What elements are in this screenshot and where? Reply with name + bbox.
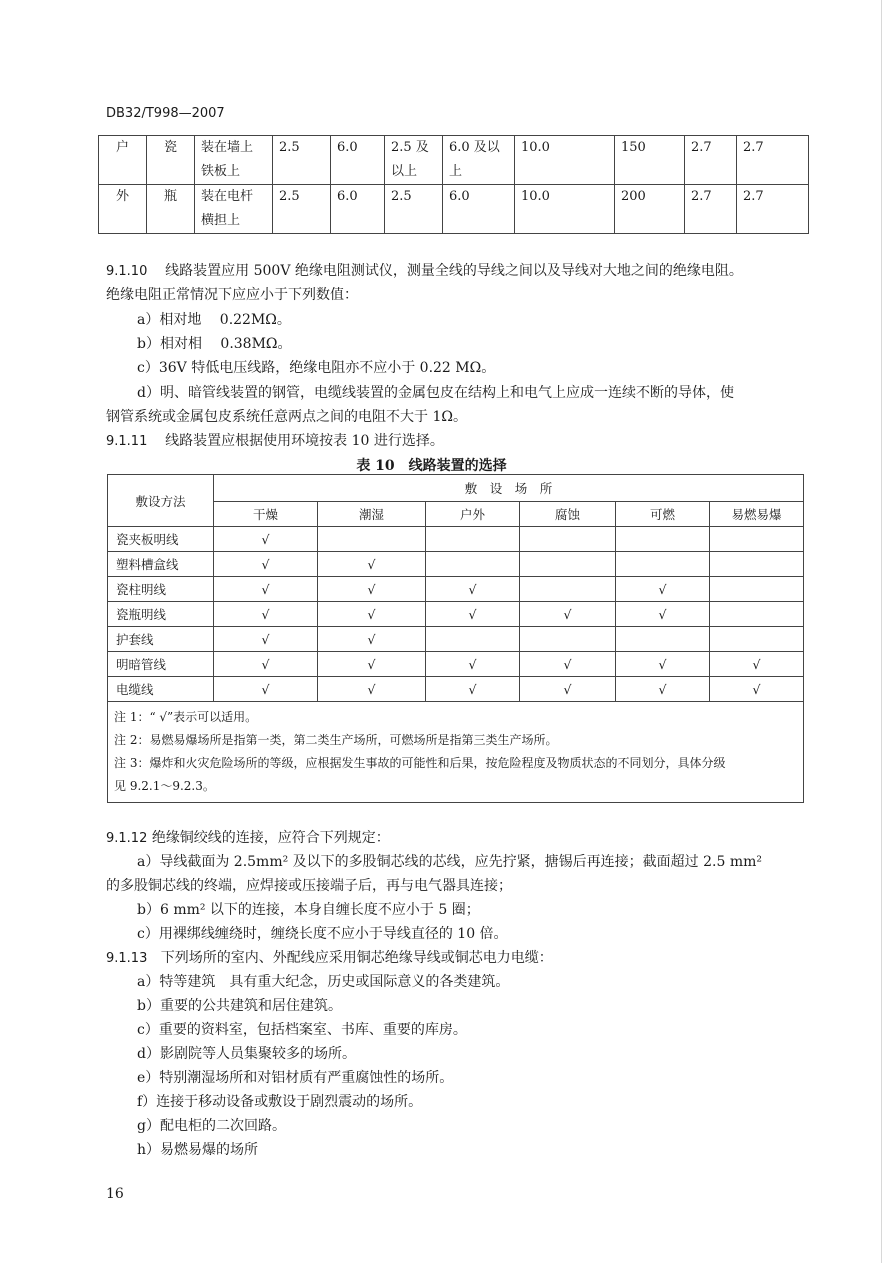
clause-9-1-10 (106, 259, 743, 284)
table-cell: 装在电杆 横担上 (195, 185, 273, 234)
table-cell: 装在墙上 铁板上 (195, 136, 273, 185)
check-cell (426, 552, 520, 577)
table-cell: 外 (99, 185, 147, 234)
column-header: 可燃 (616, 502, 710, 527)
table-note: 见 9.2.1～9.2.3。 (114, 779, 215, 793)
table-cell: 2.5 (385, 185, 443, 234)
table-note: 注 1：“ √”表示可以适用。 (114, 710, 258, 724)
check-cell: √ (214, 602, 318, 627)
list-item: b）相对相 0.38MΩ。 (137, 336, 292, 352)
doc-code: DB32/T998—2007 (106, 106, 225, 121)
table-row (99, 185, 809, 234)
clause-text: 绝缘铜绞线的连接，应符合下列规定： (151, 830, 390, 846)
check-cell (616, 627, 710, 652)
table-cell: 2.7 (685, 136, 737, 185)
check-cell (426, 627, 520, 652)
row-header: 瓷瓶明线 (108, 602, 214, 627)
table-title: 表 10 线路装置的选择 (356, 458, 507, 474)
table-cell: 10.0 (515, 185, 615, 234)
table-notes (108, 702, 804, 803)
check-cell: √ (214, 677, 318, 702)
list-item: c）重要的资料室，包括档案室、书库、重要的库房。 (137, 1022, 467, 1038)
row-header: 护套线 (108, 627, 214, 652)
column-header: 干燥 (214, 502, 318, 527)
check-cell (520, 577, 616, 602)
clause-number: 9.1.10 (106, 264, 148, 279)
column-header: 潮湿 (318, 502, 426, 527)
clause-9-1-12 (106, 826, 390, 851)
list-item: g）配电柜的二次回路。 (137, 1118, 286, 1134)
column-header: 敷 设 场 所 (214, 475, 804, 502)
check-cell (520, 552, 616, 577)
column-header: 户外 (426, 502, 520, 527)
check-cell (710, 577, 804, 602)
clause-text: 线路装置应用 500V 绝缘电阻测试仪，测量全线的导线之间以及导线对大地之间的绝缘电阻。 (165, 263, 743, 279)
check-cell: √ (710, 677, 804, 702)
table-cell: 6.0 及以 上 (443, 136, 515, 185)
table-cell: 户 (99, 136, 147, 185)
clause-number: 9.1.13 (106, 951, 148, 966)
check-cell: √ (426, 602, 520, 627)
check-cell (710, 627, 804, 652)
table-row (108, 652, 804, 677)
table-row (108, 552, 804, 577)
check-cell (710, 602, 804, 627)
list-item: 的多股铜芯线的终端，应焊接或压接端子后，再与电气器具连接； (106, 878, 512, 894)
check-cell (710, 527, 804, 552)
clause-text: 绝缘电阻正常情况下应应小于下列数值： (106, 287, 358, 303)
row-header: 电缆线 (108, 677, 214, 702)
page-edge-rule (881, 0, 882, 1263)
list-item: a）导线截面为 2.5mm² 及以下的多股铜芯线的芯线，应先拧紧，搪锡后再连接；截面超过 2.5 mm² (137, 854, 763, 870)
check-cell (520, 627, 616, 652)
check-cell: √ (214, 652, 318, 677)
check-cell: √ (616, 577, 710, 602)
check-cell (616, 527, 710, 552)
table-note: 注 3：爆炸和火灾危险场所的等级，应根据发生事故的可能性和后果，按危险程度及物质状态的不同划分，具体分级 (114, 756, 726, 770)
check-cell (426, 527, 520, 552)
check-cell (616, 552, 710, 577)
row-header: 瓷夹板明线 (108, 527, 214, 552)
check-cell (710, 552, 804, 577)
list-item: c）用裸绑线缠绕时，缠绕长度不应小于导线直径的 10 倍。 (137, 926, 508, 942)
check-cell: √ (318, 677, 426, 702)
list-item: 钢管系统或金属包皮系统任意两点之间的电阻不大于 1Ω。 (106, 409, 467, 425)
table-cell: 瓷 (147, 136, 195, 185)
table-cell: 2.7 (685, 185, 737, 234)
check-cell (520, 527, 616, 552)
check-cell: √ (616, 677, 710, 702)
check-cell: √ (214, 577, 318, 602)
check-cell: √ (214, 552, 318, 577)
table-cell: 2.5 (273, 185, 331, 234)
table-row (108, 677, 804, 702)
list-item: c）36V 特低电压线路，绝缘电阻亦不应小于 0.22 MΩ。 (137, 360, 496, 376)
check-cell: √ (318, 552, 426, 577)
list-item: b）重要的公共建筑和居住建筑。 (137, 998, 342, 1014)
table-notes-row (108, 702, 804, 803)
table-cell: 10.0 (515, 136, 615, 185)
row-header: 明暗管线 (108, 652, 214, 677)
check-cell: √ (520, 677, 616, 702)
check-cell: √ (426, 577, 520, 602)
check-cell: √ (214, 527, 318, 552)
clause-text: 下列场所的室内、外配线应采用铜芯绝缘导线或铜芯电力电缆： (160, 950, 553, 966)
check-cell: √ (214, 627, 318, 652)
table-cell: 2.5 及 以上 (385, 136, 443, 185)
table-cell: 6.0 (443, 185, 515, 234)
check-cell: √ (318, 602, 426, 627)
list-item: d）影剧院等人员集聚较多的场所。 (137, 1046, 356, 1062)
page-number: 16 (106, 1186, 124, 1202)
table-row (108, 627, 804, 652)
check-cell: √ (426, 677, 520, 702)
column-header: 易燃易爆 (710, 502, 804, 527)
table-note: 注 2：易燃易爆场所是指第一类，第二类生产场所，可燃场所是指第三类生产场所。 (114, 733, 558, 747)
table-cell: 2.7 (737, 136, 809, 185)
list-item: a）相对地 0.22MΩ。 (137, 312, 291, 328)
table-header-row (108, 475, 804, 502)
table-row (99, 136, 809, 185)
table-row (108, 527, 804, 552)
row-header: 瓷柱明线 (108, 577, 214, 602)
list-item: e）特别潮湿场所和对铝材质有严重腐蚀性的场所。 (137, 1070, 454, 1086)
table-cell: 150 (615, 136, 685, 185)
column-header: 腐蚀 (520, 502, 616, 527)
check-cell: √ (616, 652, 710, 677)
list-item: d）明、暗管线装置的钢管，电缆线装置的金属包皮在结构上和电气上应成一连续不断的导体，使 (137, 385, 734, 401)
list-item: f）连接于移动设备或敷设于剧烈震动的场所。 (137, 1094, 423, 1110)
list-item: a）特等建筑 具有重大纪念，历史或国际意义的各类建筑。 (137, 974, 510, 990)
check-cell: √ (426, 652, 520, 677)
continuation-table (98, 135, 809, 234)
list-item: b）6 mm² 以下的连接，本身自缠长度不应小于 5 圈； (137, 902, 480, 918)
table-cell: 6.0 (331, 185, 385, 234)
table-cell: 200 (615, 185, 685, 234)
table-cell: 2.5 (273, 136, 331, 185)
table-row (108, 577, 804, 602)
check-cell (318, 527, 426, 552)
clause-9-1-13 (106, 946, 553, 971)
row-header: 塑料槽盒线 (108, 552, 214, 577)
check-cell: √ (520, 602, 616, 627)
check-cell: √ (616, 602, 710, 627)
table-cell: 2.7 (737, 185, 809, 234)
column-header: 敷设方法 (108, 475, 214, 527)
list-item: h）易燃易爆的场所 (137, 1142, 259, 1158)
clause-number: 9.1.12 (106, 831, 148, 846)
table-cell: 瓶 (147, 185, 195, 234)
clause-9-1-11 (106, 429, 444, 454)
clause-text: 线路装置应根据使用环境按表 10 进行选择。 (165, 433, 444, 449)
table-cell: 6.0 (331, 136, 385, 185)
check-cell: √ (520, 652, 616, 677)
check-cell: √ (318, 627, 426, 652)
check-cell: √ (710, 652, 804, 677)
check-cell: √ (318, 652, 426, 677)
clause-number: 9.1.11 (106, 434, 148, 449)
check-cell: √ (318, 577, 426, 602)
table-10 (107, 474, 804, 803)
table-row (108, 602, 804, 627)
